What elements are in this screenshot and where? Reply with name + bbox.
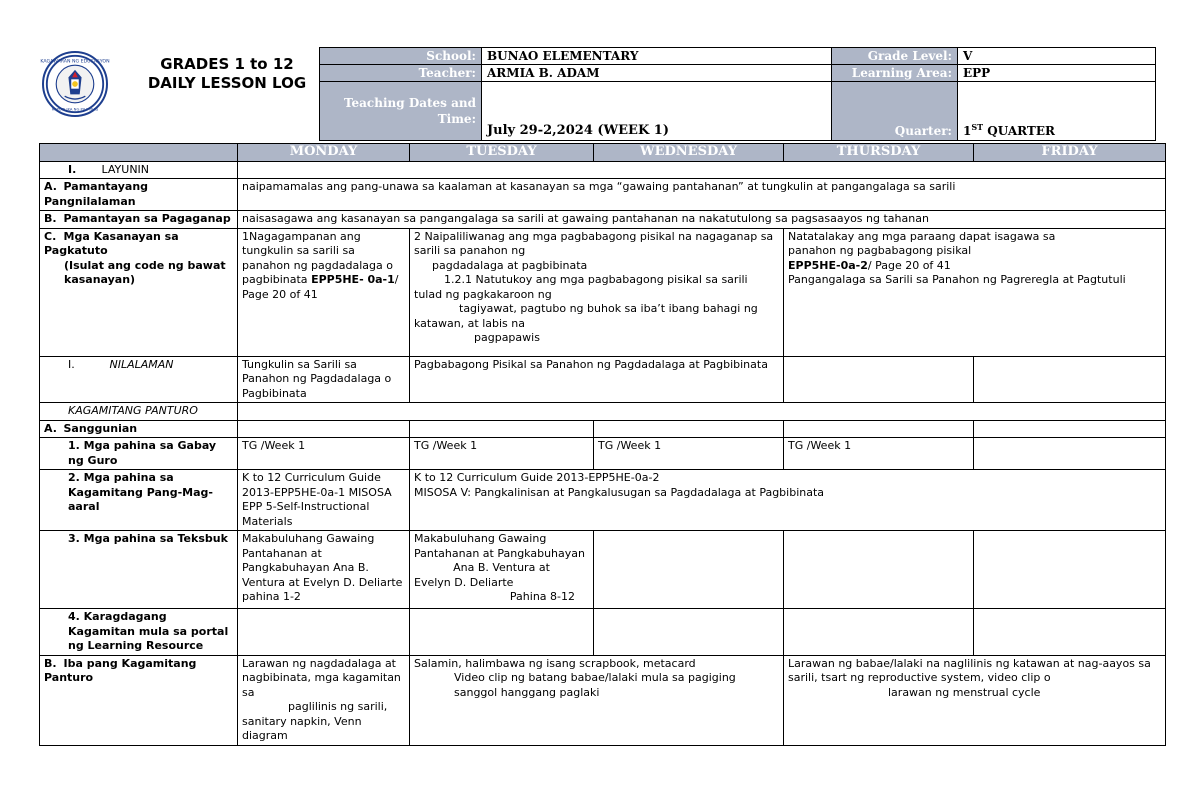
kagamitang-panturo-row (40, 403, 1166, 421)
pamantayang-pangnilalaman-text: naipamamalas ang pang-unawa sa kaalaman at kasanayan sa mga “gawaing pantahanan” at tungkulin at pangangalaga sa sarili (238, 179, 1166, 211)
quarter-number: 1 (963, 124, 972, 138)
kagamitang-mag-aaral-monday: K to 12 Curriculum Guide 2013-EPP5HE-0a-1 MISOSA EPP 5-Self-Instructional Materials (238, 470, 410, 531)
iba-pang-tuesday-1: Salamin, halimbawa ng isang scrapbook, metacard (414, 656, 696, 670)
karagdagang-kagamitan-label (40, 609, 238, 656)
nilalaman-num: I. (68, 357, 75, 371)
kagamitang-mag-aaral-row (40, 470, 1166, 531)
kasanayan-thursday-2: Pangangalaga sa Sarili sa Panahon ng Pagreregla at Pagtutuli (788, 273, 1126, 286)
teksbuk-monday: Makabuluhang Gawaing Pantahanan at Pangkabuhayan Ana B. Ventura at Evelyn D. Deliarte pahina 1-2 (238, 531, 410, 609)
teksbuk-tuesday-2: Ana B. Ventura at (453, 561, 550, 574)
sanggunian-num: A. (44, 421, 57, 435)
kasanayan-tuesday (410, 228, 784, 356)
karagdagang-friday (974, 609, 1166, 656)
kasanayan-tuesday-3: 1.2.1 Natutukoy ang mga pagbabagong pisikal sa sarili tulad ng pagkakaroon ng (414, 273, 748, 301)
deped-seal-logo (42, 51, 108, 117)
pamantayang-pangnilalaman-row (40, 179, 1166, 211)
sanggunian-thursday (784, 420, 974, 438)
karagdagang-thursday (784, 609, 974, 656)
nilalaman-tuesday: Pagbabagong Pisikal sa Panahon ng Pagdadalaga at Pagbibinata (410, 356, 784, 403)
kasanayan-thursday-1: Natatalakay ang mga paraang dapat isagawa sa panahon ng pagbabagong pisikal (788, 229, 1056, 257)
teksbuk-title: 3. Mga pahina sa Teksbuk (68, 532, 228, 545)
sanggunian-monday (238, 420, 410, 438)
school-value: BUNAO ELEMENTARY (482, 48, 832, 65)
pamantayan-pagaganap-row (40, 211, 1166, 229)
iba-pang-monday-1: Larawan ng nagdadalaga at nagbibinata, mga kagamitan sa (242, 656, 401, 699)
teksbuk-friday (974, 531, 1166, 609)
document-title (122, 55, 332, 93)
day-friday: FRIDAY (974, 144, 1166, 162)
gabay-guro-row (40, 438, 1166, 470)
day-thursday: THURSDAY (784, 144, 974, 162)
sanggunian-friday (974, 420, 1166, 438)
day-header-row (40, 144, 1166, 162)
section-a-title: Pamantayang Pangnilalaman (44, 180, 149, 208)
gabay-guro-tuesday: TG /Week 1 (410, 438, 594, 470)
iba-pang-tuesday (410, 655, 784, 745)
section-c-num: C. (44, 229, 57, 243)
teksbuk-tuesday-1: Makabuluhang Gawaing Pantahanan at Pangkabuhayan (414, 532, 585, 560)
kasanayan-monday-text: 1Nagagampanan ang tungkulin sa sarili sa panahon ng pagdadalaga o pagbibinata (242, 229, 393, 286)
teksbuk-thursday (784, 531, 974, 609)
kagamitang-mag-aaral-tuesday-2: MISOSA V: Pangkalinisan at Pangkalusugan sa Pagdadalaga at Pagbibinata (414, 485, 825, 499)
karagdagang-kagamitan-row (40, 609, 1166, 656)
layunin-title: LAYUNIN (101, 162, 150, 176)
kagamitang-mag-aaral-tuesday (410, 470, 1166, 531)
karagdagang-kagamitan-title: 4. Karagdagang Kagamitan mula sa portal ng Learning Resource (68, 610, 229, 652)
layunin-content (238, 161, 1166, 179)
teaching-dates-label-1: Teaching Dates and (343, 96, 476, 110)
nilalaman-monday: Tungkulin sa Sarili sa Panahon ng Pagdadalaga o Pagbibinata (238, 356, 410, 403)
grade-level-value: V (958, 48, 1156, 65)
kasanayan-tuesday-1: 2 Naipaliliwanag ang mga pagbabagong pisikal na nagaganap sa sarili sa panahon ng (414, 229, 774, 257)
section-b-num: B. (44, 212, 57, 225)
iba-pang-thursday-1: Larawan ng babae/lalaki na naglilinis ng katawan at nag-aayos sa sarili, tsart ng reproductive system, video clip o (788, 656, 1151, 684)
nilalaman-title: NILALAMAN (109, 357, 174, 371)
sanggunian-title: Sanggunian (63, 421, 138, 435)
day-header-blank (40, 144, 238, 162)
lesson-log-table (39, 143, 1166, 746)
gabay-guro-wednesday: TG /Week 1 (594, 438, 784, 470)
kasanayan-thursday-page: / Page 20 of 41 (867, 258, 951, 272)
teacher-label: Teacher: (320, 65, 482, 82)
iba-pang-tuesday-2: Video clip ng batang babae/lalaki mula sa pagiging sanggol hanggang paglaki (454, 671, 736, 699)
iba-pang-monday (238, 655, 410, 745)
teksbuk-row (40, 531, 1166, 609)
section-b-title: Pamantayan sa Pagaganap (63, 212, 231, 225)
title-line-2: DAILY LESSON LOG (147, 74, 307, 92)
quarter-suffix: ST (971, 122, 984, 132)
nilalaman-label (40, 356, 238, 403)
day-tuesday: TUESDAY (410, 144, 594, 162)
pamantayang-pangnilalaman-label (40, 179, 238, 211)
kagamitang-panturo-content (238, 403, 1166, 421)
nilalaman-row (40, 356, 1166, 403)
teaching-dates-label (320, 82, 482, 141)
iba-pang-title: Iba pang Kagamitang Panturo (44, 656, 197, 684)
kasanayan-monday-code: EPP5HE- 0a-1 (311, 273, 395, 286)
nilalaman-friday (974, 356, 1166, 403)
nilalaman-thursday (784, 356, 974, 403)
kasanayan-tuesday-5: pagpapawis (474, 331, 540, 344)
kagamitang-mag-aaral-label (40, 470, 238, 531)
kasanayan-monday (238, 228, 410, 356)
teksbuk-tuesday-4: Pahina 8-12 (509, 590, 575, 603)
learning-area-value: EPP (958, 65, 1156, 82)
karagdagang-tuesday (410, 609, 594, 656)
day-wednesday: WEDNESDAY (594, 144, 784, 162)
pamantayan-pagaganap-label (40, 211, 238, 229)
learning-area-label: Learning Area: (832, 65, 958, 82)
day-monday: MONDAY (238, 144, 410, 162)
teacher-value: ARMIA B. ADAM (482, 65, 832, 82)
teksbuk-wednesday (594, 531, 784, 609)
kasanayan-tuesday-4: tagiyawat, pagtubo ng buhok sa iba’t ibang bahagi ng katawan, at labis na (414, 302, 758, 330)
teksbuk-tuesday (410, 531, 594, 609)
karagdagang-wednesday (594, 609, 784, 656)
karagdagang-monday (238, 609, 410, 656)
pamantayan-pagaganap-text: naisasagawa ang kasanayan sa pangangalaga sa sarili at gawaing pantahanan na nakatutulong sa pagsasaayos ng tahanan (238, 211, 1166, 229)
iba-pang-kagamitan-row (40, 655, 1166, 745)
section-c-title: Mga Kasanayan sa Pagkatuto (44, 229, 179, 257)
gabay-guro-thursday: TG /Week 1 (784, 438, 974, 470)
title-line-1: GRADES 1 to 12 (160, 55, 294, 73)
sanggunian-wednesday (594, 420, 784, 438)
quarter-text: QUARTER (983, 124, 1055, 138)
kagamitang-panturo-title: KAGAMITANG PANTURO (68, 404, 198, 417)
iba-pang-kagamitan-label (40, 655, 238, 745)
gabay-guro-monday: TG /Week 1 (238, 438, 410, 470)
svg-text:KAGAWARAN NG EDUKASYON: KAGAWARAN NG EDUKASYON (40, 59, 110, 65)
quarter-label: Quarter: (832, 82, 958, 141)
section-a-num: A. (44, 180, 57, 193)
gabay-guro-label (40, 438, 238, 470)
kagamitang-mag-aaral-tuesday-1: K to 12 Curriculum Guide 2013-EPP5HE-0a-2 (414, 471, 660, 484)
sanggunian-row (40, 420, 1166, 438)
sanggunian-label (40, 420, 238, 438)
teksbuk-label (40, 531, 238, 609)
gabay-guro-friday (974, 438, 1166, 470)
kasanayan-thursday-code: EPP5HE-0a-2 (788, 258, 868, 272)
kasanayan-thursday (784, 228, 1166, 356)
school-label: School: (320, 48, 482, 65)
kasanayan-label (40, 228, 238, 356)
kasanayan-row (40, 228, 1166, 356)
teaching-dates-value: July 29-2,2024 (WEEK 1) (482, 82, 832, 141)
layunin-row (40, 161, 1166, 179)
iba-pang-thursday (784, 655, 1166, 745)
grade-level-label: Grade Level: (832, 48, 958, 65)
kasanayan-tuesday-2: pagdadalaga at pagbibinata (432, 258, 588, 272)
kagamitang-panturo-label (40, 403, 238, 421)
teaching-dates-label-2: Time: (437, 112, 476, 126)
gabay-guro-title: 1. Mga pahina sa Gabay ng Guro (68, 439, 217, 467)
iba-pang-monday-2: paglilinis ng sarili, (288, 700, 388, 713)
svg-text:REPUBLIKA NG PILIPINAS: REPUBLIKA NG PILIPINAS (51, 107, 99, 112)
kasanayan-monday-page: / Page 20 of 41 (242, 273, 399, 301)
info-table (319, 47, 1156, 141)
layunin-num: I. (68, 162, 77, 176)
section-c-subtitle: (Isulat ang code ng bawat kasanayan) (64, 258, 226, 286)
quarter-value (958, 82, 1156, 141)
iba-pang-monday-3: sanitary napkin, Venn diagram (242, 714, 362, 742)
iba-pang-thursday-2: larawan ng menstrual cycle (888, 685, 1041, 699)
sanggunian-tuesday (410, 420, 594, 438)
kagamitang-mag-aaral-title: 2. Mga pahina sa Kagamitang Pang-Mag-aaral (68, 471, 213, 513)
teksbuk-tuesday-3: Evelyn D. Deliarte (414, 575, 514, 589)
iba-pang-num: B. (44, 656, 57, 670)
layunin-label (40, 161, 238, 179)
